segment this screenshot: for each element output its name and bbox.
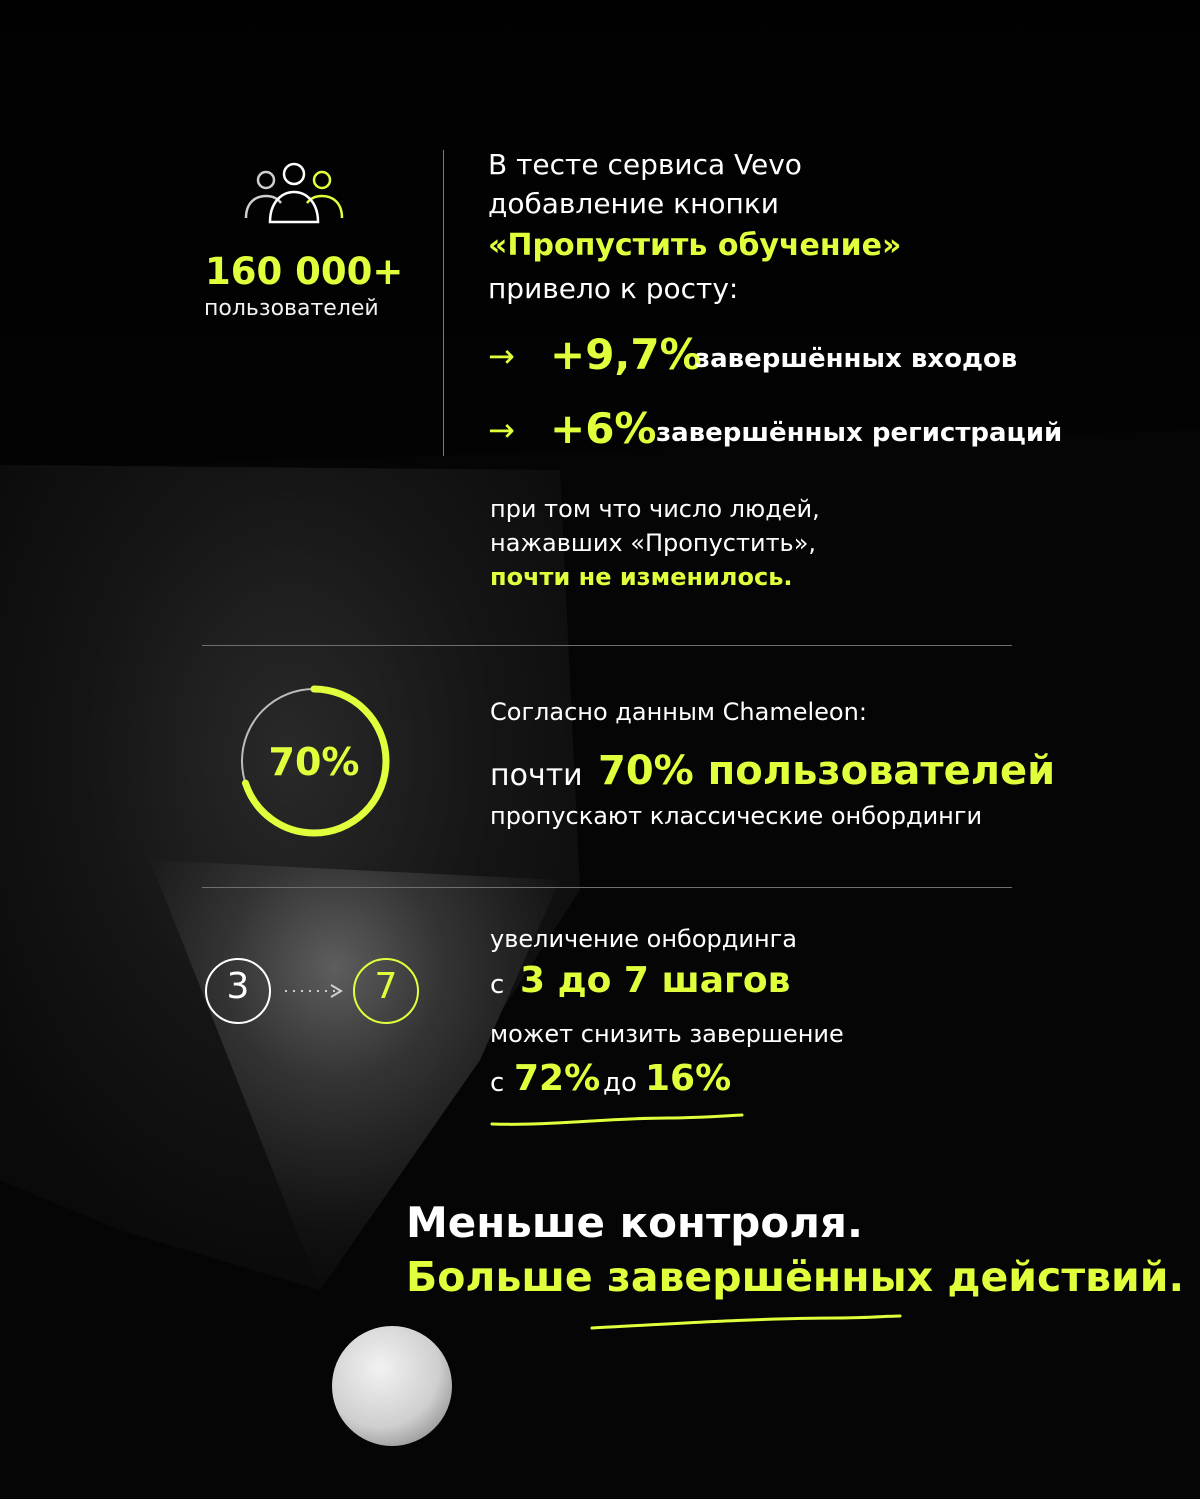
section-divider [202, 645, 1012, 646]
vertical-divider [443, 150, 444, 456]
users-label: пользователей [204, 296, 379, 321]
stat-registrations-text: завершённых регистраций [656, 418, 1063, 448]
stat-logins-text: завершённых входов [695, 344, 1018, 374]
steps-line-4-c: с [490, 1068, 505, 1098]
vevo-highlight: «Пропустить обучение» [488, 228, 902, 263]
steps-line-4-b: 16% [645, 1058, 732, 1099]
vevo-line-1: В тесте сервиса Vevo [488, 148, 802, 181]
steps-line-2-highlight: 3 до 7 шагов [520, 960, 791, 1001]
conclusion-line-1: Меньше контроля. [406, 1198, 863, 1247]
conclusion-line-2: Больше завершённых действий. [406, 1253, 1185, 1301]
arrow-right-icon: → [488, 411, 515, 449]
note-line-3: почти не изменилось. [490, 563, 793, 591]
underline-stroke [588, 1308, 908, 1334]
underline-stroke [488, 1108, 748, 1132]
note-line-2: нажавших «Пропустить», [490, 529, 817, 557]
users-count: 160 000+ [205, 250, 404, 293]
steps-line-1: увеличение онбординга [490, 925, 797, 953]
steps-line-2-prefix: с [490, 970, 505, 1000]
steps-to: 7 [374, 966, 398, 1007]
arrow-right-icon: → [488, 337, 515, 375]
users-icon [238, 158, 350, 228]
steps-from: 3 [226, 966, 250, 1007]
steps-line-3: может снизить завершение [490, 1020, 844, 1048]
ring-value: 70% [268, 740, 360, 784]
vevo-line-4: привело к росту: [488, 272, 739, 305]
stat-logins-value: +9,7% [550, 330, 702, 379]
chameleon-intro: Согласно данным Chameleon: [490, 698, 867, 726]
chameleon-highlight: 70% пользователей [598, 748, 1056, 794]
steps-line-4-a: 72% [514, 1058, 601, 1099]
stat-registrations-value: +6% [550, 404, 657, 453]
chameleon-tail: пропускают классические онбординги [490, 802, 983, 830]
vevo-line-2: добавление кнопки [488, 187, 779, 220]
steps-line-4-do: до [603, 1068, 637, 1098]
section-divider [202, 887, 1012, 888]
chameleon-prefix: почти [490, 758, 583, 793]
decorative-ball [332, 1326, 452, 1446]
note-line-1: при том что число людей, [490, 495, 820, 523]
